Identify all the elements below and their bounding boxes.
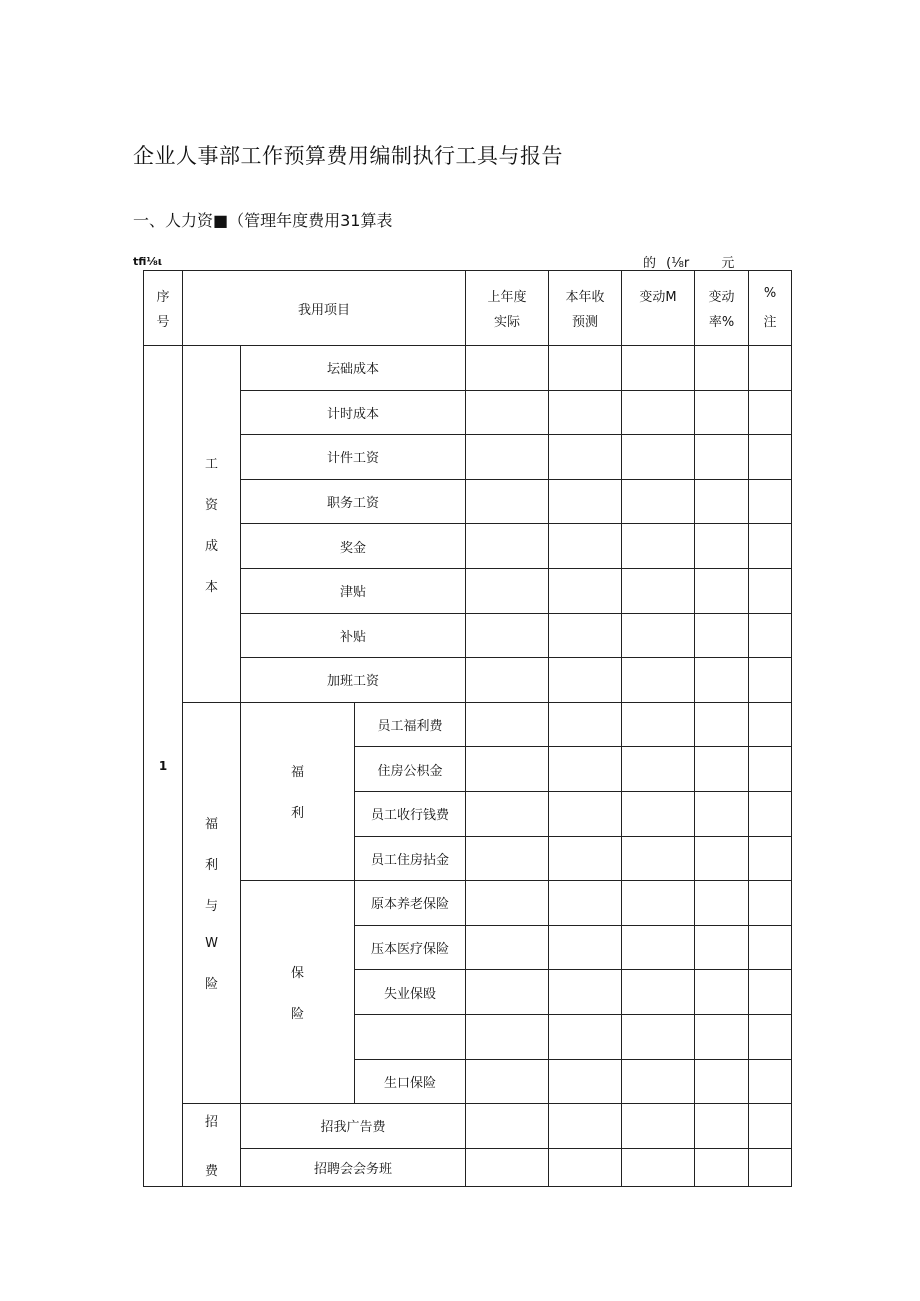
- cell-this[interactable]: [549, 1059, 622, 1104]
- header-rate-2: 率%: [708, 315, 735, 330]
- item-label: 计时成本: [241, 390, 466, 435]
- item-label: 生口保险: [355, 1059, 466, 1104]
- cell-change[interactable]: [622, 613, 695, 658]
- table-row: [144, 568, 792, 613]
- item-label: 奖金: [241, 524, 466, 569]
- cell-this[interactable]: [549, 568, 622, 613]
- cell-change[interactable]: [622, 791, 695, 836]
- item-label: 员工收行钱费: [355, 791, 466, 836]
- table-caption-left: tfi⅛ι: [133, 255, 163, 268]
- cell-rate[interactable]: [695, 970, 749, 1015]
- cell-last[interactable]: [466, 1059, 549, 1104]
- header-note-1: %: [763, 286, 777, 301]
- cell-change[interactable]: [622, 881, 695, 926]
- table-row: [144, 524, 792, 569]
- table-row: [144, 1104, 792, 1149]
- unit-label-yuan: 元: [721, 256, 735, 271]
- item-label: 员工住房拈金: [355, 836, 466, 881]
- header-item: 我用项目: [183, 271, 466, 346]
- table-row: [144, 435, 792, 480]
- cell-change[interactable]: [622, 479, 695, 524]
- cell-rate[interactable]: [695, 1104, 749, 1149]
- cell-last[interactable]: [466, 925, 549, 970]
- header-this-year: [549, 271, 622, 346]
- cell-this[interactable]: [549, 970, 622, 1015]
- insurance-sub-char-2: 险: [290, 1007, 304, 1023]
- cell-last[interactable]: [466, 435, 549, 480]
- cell-last[interactable]: [466, 1148, 549, 1186]
- wage-char-3: 成: [204, 538, 218, 554]
- cell-last[interactable]: [466, 970, 549, 1015]
- unit-label-a: 的: [643, 256, 657, 271]
- header-rate: [695, 271, 749, 346]
- cell-change[interactable]: [622, 1148, 695, 1186]
- recruit-char-2: 费: [204, 1163, 218, 1179]
- cell-change[interactable]: [622, 970, 695, 1015]
- cell-this[interactable]: [549, 881, 622, 926]
- welfare-sub-label: [241, 702, 355, 880]
- welfare-char-1: 福: [204, 817, 218, 833]
- cell-last[interactable]: [466, 791, 549, 836]
- cell-this[interactable]: [549, 925, 622, 970]
- cell-change[interactable]: [622, 836, 695, 881]
- item-label: [355, 1014, 466, 1059]
- item-label: 坛础成本: [241, 346, 466, 391]
- cell-rate[interactable]: [695, 791, 749, 836]
- cell-note[interactable]: [749, 524, 792, 569]
- header-seq-2: 号: [156, 315, 170, 330]
- cell-rate[interactable]: [695, 836, 749, 881]
- cell-note[interactable]: [749, 881, 792, 926]
- cell-change[interactable]: [622, 390, 695, 435]
- header-last-2: 实际: [493, 315, 520, 330]
- recruit-group-label: [183, 1104, 241, 1187]
- cell-this[interactable]: [549, 1148, 622, 1186]
- header-last-year: [466, 271, 549, 346]
- cell-last[interactable]: [466, 1014, 549, 1059]
- table-row: [144, 479, 792, 524]
- wage-group-label: [183, 346, 241, 703]
- header-note: [749, 271, 792, 346]
- unit-label: [643, 252, 740, 271]
- insurance-sub-char-1: 保: [290, 966, 304, 982]
- cell-change[interactable]: [622, 346, 695, 391]
- header-this-2: 预测: [571, 315, 598, 330]
- cell-rate[interactable]: [695, 346, 749, 391]
- table-row: [144, 1148, 792, 1186]
- cell-note[interactable]: [749, 1014, 792, 1059]
- cell-this[interactable]: [549, 613, 622, 658]
- cell-note[interactable]: [749, 836, 792, 881]
- cell-note[interactable]: [749, 568, 792, 613]
- header-change: [622, 271, 695, 346]
- header-note-2: 注: [763, 315, 777, 330]
- budget-table: [143, 270, 792, 1187]
- welfare-char-3: 与: [204, 899, 218, 915]
- cell-this[interactable]: [549, 479, 622, 524]
- welfare-sub-char-2: 利: [290, 806, 304, 822]
- cell-this[interactable]: [549, 702, 622, 747]
- table-row: [144, 702, 792, 747]
- cell-note[interactable]: [749, 925, 792, 970]
- cell-note[interactable]: [749, 390, 792, 435]
- cell-last[interactable]: [466, 346, 549, 391]
- wage-char-1: 工: [204, 456, 218, 472]
- cell-rate[interactable]: [695, 925, 749, 970]
- cell-note[interactable]: [749, 613, 792, 658]
- item-label: 加班工资: [241, 658, 466, 703]
- cell-last[interactable]: [466, 881, 549, 926]
- item-label: 补贴: [241, 613, 466, 658]
- cell-rate[interactable]: [695, 524, 749, 569]
- cell-last[interactable]: [466, 524, 549, 569]
- cell-change[interactable]: [622, 747, 695, 792]
- cell-rate[interactable]: [695, 658, 749, 703]
- header-seq: [144, 271, 183, 346]
- cell-change[interactable]: [622, 702, 695, 747]
- section-heading: 一、人力资■（管理年度费用31算表: [133, 211, 393, 230]
- cell-last[interactable]: [466, 568, 549, 613]
- welfare-group-label: [183, 702, 241, 1103]
- item-label: 失业保殴: [355, 970, 466, 1015]
- cell-rate[interactable]: [695, 1014, 749, 1059]
- cell-this[interactable]: [549, 1104, 622, 1149]
- cell-change[interactable]: [622, 658, 695, 703]
- wage-char-4: 本: [204, 579, 218, 595]
- cell-note[interactable]: [749, 479, 792, 524]
- cell-change[interactable]: [622, 1059, 695, 1104]
- item-label: 原本养老保险: [355, 881, 466, 926]
- cell-change[interactable]: [622, 1014, 695, 1059]
- wage-char-2: 资: [204, 497, 218, 513]
- cell-last[interactable]: [466, 836, 549, 881]
- header-rate-1: 变动: [708, 290, 735, 305]
- cell-note[interactable]: [749, 791, 792, 836]
- welfare-sub-char-1: 福: [290, 765, 304, 781]
- table-row: [144, 390, 792, 435]
- cell-rate[interactable]: [695, 702, 749, 747]
- cell-last[interactable]: [466, 1104, 549, 1149]
- cell-this[interactable]: [549, 435, 622, 480]
- cell-this[interactable]: [549, 524, 622, 569]
- cell-rate[interactable]: [695, 568, 749, 613]
- cell-rate[interactable]: [695, 881, 749, 926]
- table-row: [144, 613, 792, 658]
- welfare-char-2: 利: [204, 858, 218, 874]
- item-label: 压本医疗保险: [355, 925, 466, 970]
- cell-change[interactable]: [622, 524, 695, 569]
- cell-note[interactable]: [749, 702, 792, 747]
- cell-this[interactable]: [549, 791, 622, 836]
- item-label: 职务工资: [241, 479, 466, 524]
- cell-rate[interactable]: [695, 747, 749, 792]
- item-label: 招我广告费: [241, 1104, 466, 1149]
- cell-note[interactable]: [749, 346, 792, 391]
- item-label: 计件工资: [241, 435, 466, 480]
- cell-last[interactable]: [466, 613, 549, 658]
- welfare-char-5: 险: [204, 977, 218, 993]
- cell-rate[interactable]: [695, 479, 749, 524]
- cell-note[interactable]: [749, 747, 792, 792]
- header-change-1: 变动M: [639, 290, 677, 305]
- cell-last[interactable]: [466, 658, 549, 703]
- insurance-sub-label: [241, 881, 355, 1104]
- cell-note[interactable]: [749, 1148, 792, 1186]
- cell-this[interactable]: [549, 346, 622, 391]
- cell-rate[interactable]: [695, 613, 749, 658]
- cell-change[interactable]: [622, 1104, 695, 1149]
- unit-label-b: (⅛r: [666, 256, 690, 271]
- cell-note[interactable]: [749, 1104, 792, 1149]
- row-number: 1: [144, 346, 183, 1187]
- cell-change[interactable]: [622, 435, 695, 480]
- recruit-char-1: 招: [204, 1114, 218, 1130]
- item-label: 津贴: [241, 568, 466, 613]
- cell-change[interactable]: [622, 925, 695, 970]
- cell-rate[interactable]: [695, 1059, 749, 1104]
- cell-note[interactable]: [749, 658, 792, 703]
- cell-this[interactable]: [549, 836, 622, 881]
- cell-change[interactable]: [622, 568, 695, 613]
- cell-note[interactable]: [749, 1059, 792, 1104]
- cell-last[interactable]: [466, 390, 549, 435]
- table-row: [144, 881, 792, 926]
- cell-rate[interactable]: [695, 435, 749, 480]
- cell-last[interactable]: [466, 747, 549, 792]
- item-label: 住房公枳金: [355, 747, 466, 792]
- cell-rate[interactable]: [695, 390, 749, 435]
- header-row: [144, 271, 792, 346]
- page-title: 企业人事部工作预算费用编制执行工具与报告: [133, 144, 563, 168]
- cell-rate[interactable]: [695, 1148, 749, 1186]
- item-label: 员工福利费: [355, 702, 466, 747]
- table-row: [144, 346, 792, 391]
- cell-note[interactable]: [749, 970, 792, 1015]
- item-label: 招聘会会务班: [241, 1148, 466, 1186]
- cell-note[interactable]: [749, 435, 792, 480]
- header-this-1: 本年收: [565, 290, 605, 305]
- cell-last[interactable]: [466, 702, 549, 747]
- cell-this[interactable]: [549, 1014, 622, 1059]
- cell-last[interactable]: [466, 479, 549, 524]
- cell-this[interactable]: [549, 390, 622, 435]
- cell-this[interactable]: [549, 658, 622, 703]
- welfare-char-4: W: [205, 936, 218, 952]
- cell-this[interactable]: [549, 747, 622, 792]
- header-last-1: 上年度: [487, 290, 527, 305]
- table-row: [144, 658, 792, 703]
- header-seq-1: 序: [156, 290, 170, 305]
